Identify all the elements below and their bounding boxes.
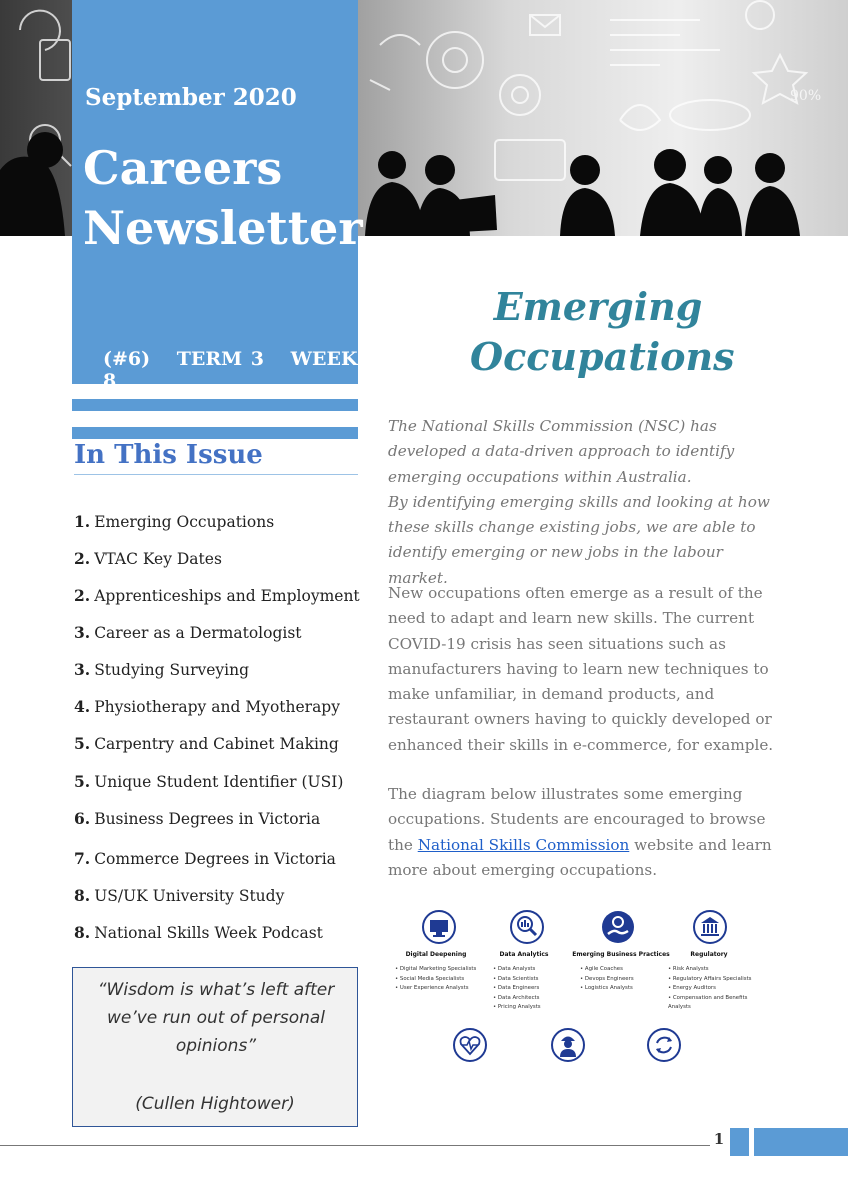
category-title: Emerging Business Practices [572,951,670,958]
page-accent-bar [730,1128,749,1156]
category-items [493,965,541,1013]
toc-item-label: National Skills Week Podcast [94,924,323,942]
toc-item-label: Emerging Occupations [94,513,275,531]
term-label: TERM 3 [176,348,265,370]
occupation-item: • Data Scientists [493,975,541,985]
category-items [668,965,754,1013]
toc-item-label: Physiotherapy and Myotherapy [94,698,340,716]
toc-item-label: Career as a Dermatologist [94,624,302,642]
occupation-item: • Social Media Specialists [395,975,476,985]
toc-item-number: 5. [74,772,91,791]
toc-item-label: Apprenticeships and Employment [94,587,360,605]
toc-heading: In This Issue [74,440,358,475]
toc-item-label: Carpentry and Cabinet Making [94,735,339,753]
toc-item-label: VTAC Key Dates [94,550,222,568]
category-items [580,965,634,994]
intro-paragraph: The National Skills Commission (NSC) has developed a data-driven approach to identify emerging occupations within Australia. [388,417,735,486]
quote-line: opinions” [175,1036,257,1056]
heading-line-1: Emerging [493,284,703,329]
bank-icon [692,909,728,945]
heading-line-2: Occupations [470,334,735,379]
toc-item-number: 2. [74,586,91,605]
divider-bar-top [72,399,358,411]
occupation-item: • Logistics Analysts [580,984,634,994]
emerging-occupations-diagram [386,905,756,1075]
toc-item-number: 2. [74,549,91,568]
occupation-item: • Data Architects [493,994,541,1004]
page-number: 1 [713,1130,725,1148]
toc-item-label: Studying Surveying [94,661,250,679]
occupation-item: • Devops Engineers [580,975,634,985]
category-title: Digital Deepening [405,951,467,958]
body-paragraph-2 [388,782,780,883]
toc-item[interactable] [74,586,360,605]
worker-icon [550,1025,586,1065]
week-label: WEEK 8 [103,348,358,392]
toc-item[interactable] [74,660,249,679]
svg-text:90%: 90% [790,88,822,104]
toc-item[interactable] [74,923,323,942]
toc-item-label: US/UK University Study [94,887,285,905]
toc-item-number: 8. [74,923,91,942]
toc-item[interactable] [74,849,336,868]
quote-author: (Cullen Hightower) [135,1094,295,1114]
toc-item[interactable] [74,623,302,642]
monitor-icon [421,909,457,945]
toc-item-number: 5. [74,734,91,753]
title-panel [72,0,363,392]
toc-item[interactable] [74,549,222,568]
intro-paragraph: By identifying emerging skills and looking at how these skills change existing jobs, we are able to identify emerging or new jobs in the labour market. [388,492,770,587]
toc-item-label: Unique Student Identifier (USI) [94,773,344,791]
toc-item[interactable] [74,886,284,905]
article-heading [470,282,735,382]
occupation-item: • Risk Analysts [668,965,754,975]
footer-rule [0,1145,710,1146]
divider-bar-bottom [72,427,358,439]
toc-item-number: 4. [74,697,91,716]
title-line-2: Newsletter [83,201,363,255]
page-accent-bar [754,1128,848,1156]
toc-item[interactable] [74,512,274,531]
toc-item-label: Commerce Degrees in Victoria [94,850,336,868]
issue-info [103,348,358,392]
quote-line: we’ve run out of personal [106,1008,326,1028]
toc-item[interactable] [74,734,339,753]
occupation-item: • Data Analysts [493,965,541,975]
article-intro [388,414,780,591]
toc-item[interactable] [74,697,340,716]
toc-item-number: 6. [74,809,91,828]
occupation-item: • Agile Coaches [580,965,634,975]
nsc-website-link[interactable]: National Skills Commission [417,835,630,854]
analytics-icon [509,909,545,945]
body-paragraph-1: New occupations often emerge as a result of the need to adapt and learn new skills. The current COVID-19 crisis has seen situations such as manufacturers having to learn new techniques to make unfamiliar, in demand products, and restaurant owners having to quickly developed or enhanced their skills in e-commerce, for example. [388,584,774,754]
quote-line: “Wisdom is what’s left after [97,980,335,1000]
toc-item-number: 3. [74,660,91,679]
occupation-item: • Data Engineers [493,984,541,994]
issue-number: (#6) [103,348,151,370]
toc-item-number: 8. [74,886,91,905]
toc-item-number: 1. [74,512,91,531]
quote-text [93,976,339,1060]
occupation-item: • Compensation and Benefits Analysts [668,994,754,1013]
body-text-span: The diagram below illustrates some emerging occupations. Students are encouraged to browse the [388,785,766,854]
toc-item-number: 7. [74,849,91,868]
heart-pulse-icon [452,1025,488,1065]
occupation-item: • Digital Marketing Specialists [395,965,476,975]
issue-date: September 2020 [85,84,297,111]
category-title: Regulatory [690,951,728,958]
toc-item-label: Business Degrees in Victoria [94,810,321,828]
toc-item[interactable] [74,772,343,791]
body-text-span: website and learn more about emerging occupations. [388,835,772,879]
handshake-icon [600,909,636,945]
occupation-item: • Energy Auditors [668,984,754,994]
title-line-1: Careers [83,141,283,195]
occupation-item: • User Experience Analysts [395,984,476,994]
occupation-item: • Regulatory Affairs Specialists [668,975,754,985]
recycle-icon [646,1025,682,1065]
toc-item[interactable] [74,809,320,828]
newsletter-title [83,138,363,258]
category-items [395,965,476,994]
occupation-item: • Pricing Analysts [493,1003,541,1013]
quote-box [72,967,358,1127]
toc-item-number: 3. [74,623,91,642]
category-title: Data Analytics [499,951,549,958]
